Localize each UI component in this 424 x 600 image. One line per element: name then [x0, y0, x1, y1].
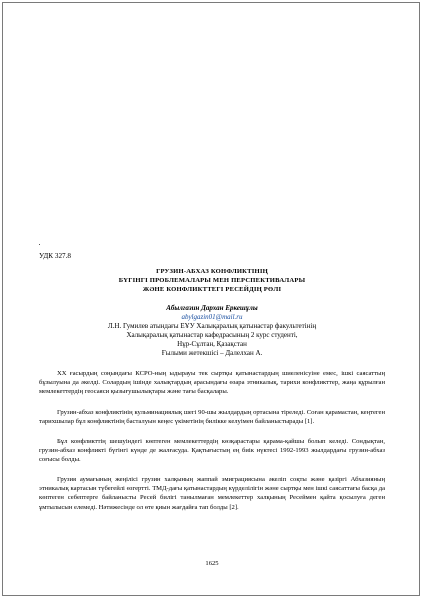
author-email-link[interactable]: abylgazin01@mail.ru: [181, 313, 243, 321]
affiliation-line-3: Нұр-Сұлтан, Қазақстан: [177, 340, 247, 348]
title-line-3: ЖӘНЕ КОНФЛИКТТЕГІ РЕСЕЙДІҢ РӨЛІ: [142, 286, 282, 293]
affiliation-line-1: Л.Н. Гумилев атындағы ЕҰУ Халықаралық қатынастар факультетінің: [107, 322, 317, 330]
udk-code: УДК 327.8: [39, 252, 72, 260]
page-number: 1625: [205, 560, 219, 567]
body-paragraph-4: Грузия аумағының жеңілісі грузин халқының жаппай эмиграциясына әкеліп соқты және қазіргі Абхазияның этникалық картасын түбегейлі өзгертті. ТМД-дағы қатынастардың күрделілігін және сыртқы мен ішкі саясаттағы басқа да көптеген себептерге байланысты Ресей билігі танылмаған мемлекеттер халқының Ресеймен қайта қосылуға деген ұмтылысын елемеді. Нәтижесінде ол өте қиын жағдайға тап болды [2].: [39, 476, 385, 511]
body-paragraph-2: Грузин-абхаз конфликтінің кульминациялық шегі 90-шы жылдардың ортасына тіреледі. Соған қарамастан, кеңтеген тарихшылар бұл конфликтінің басталуын кеңес үкіметінің билікке келуімен байланыстырады [1].: [39, 409, 385, 426]
author-name: Абылгазин Дархан Еркешұлы: [166, 304, 258, 312]
body-paragraph-3: Бұл конфликттің шешуіндегі көптеген мемлекеттердің көзқарастары қарама-қайшы болып келеді. Сондықтан, грузин-абхаз конфликті бүгінгі күнде де жалғасуда. Қақтығыстың ең биік нүктесі 1992-1993 жылдардағы грузин-абхаз соғысы болды.: [39, 438, 385, 464]
title-line-1: ГРУЗИН-АБХАЗ КОНФЛИКТІНІҢ: [156, 268, 268, 275]
page-frame: [2, 2, 420, 596]
supervisor-line: Ғылыми жетекшісі – Далелхан А.: [161, 349, 263, 357]
body-paragraph-1: XX ғасырдың соңындағы КСРО-ның ыдырауы тек сыртқы қатынастардың шиеленісуіне емес, ішкі саясаттың бұзылуына да әкелді. Солардың ішінде халықтардың арасындағы өзара этникалық, тарихи конфликттер, жаңа құрылған мемлекеттердің геосаяси қызығушылықтары және тағы басқалары.: [39, 370, 385, 396]
document-page: [3, 3, 421, 597]
speck-mark: [39, 244, 40, 245]
title-line-2: БҮГІНГІ ПРОБЛЕМАЛАРЫ МЕН ПЕРСПЕКТИВАЛАРЫ: [118, 277, 306, 284]
affiliation-line-2: Халықаралық қатынастар кафедрасының 2 курс студенті,: [126, 331, 298, 339]
